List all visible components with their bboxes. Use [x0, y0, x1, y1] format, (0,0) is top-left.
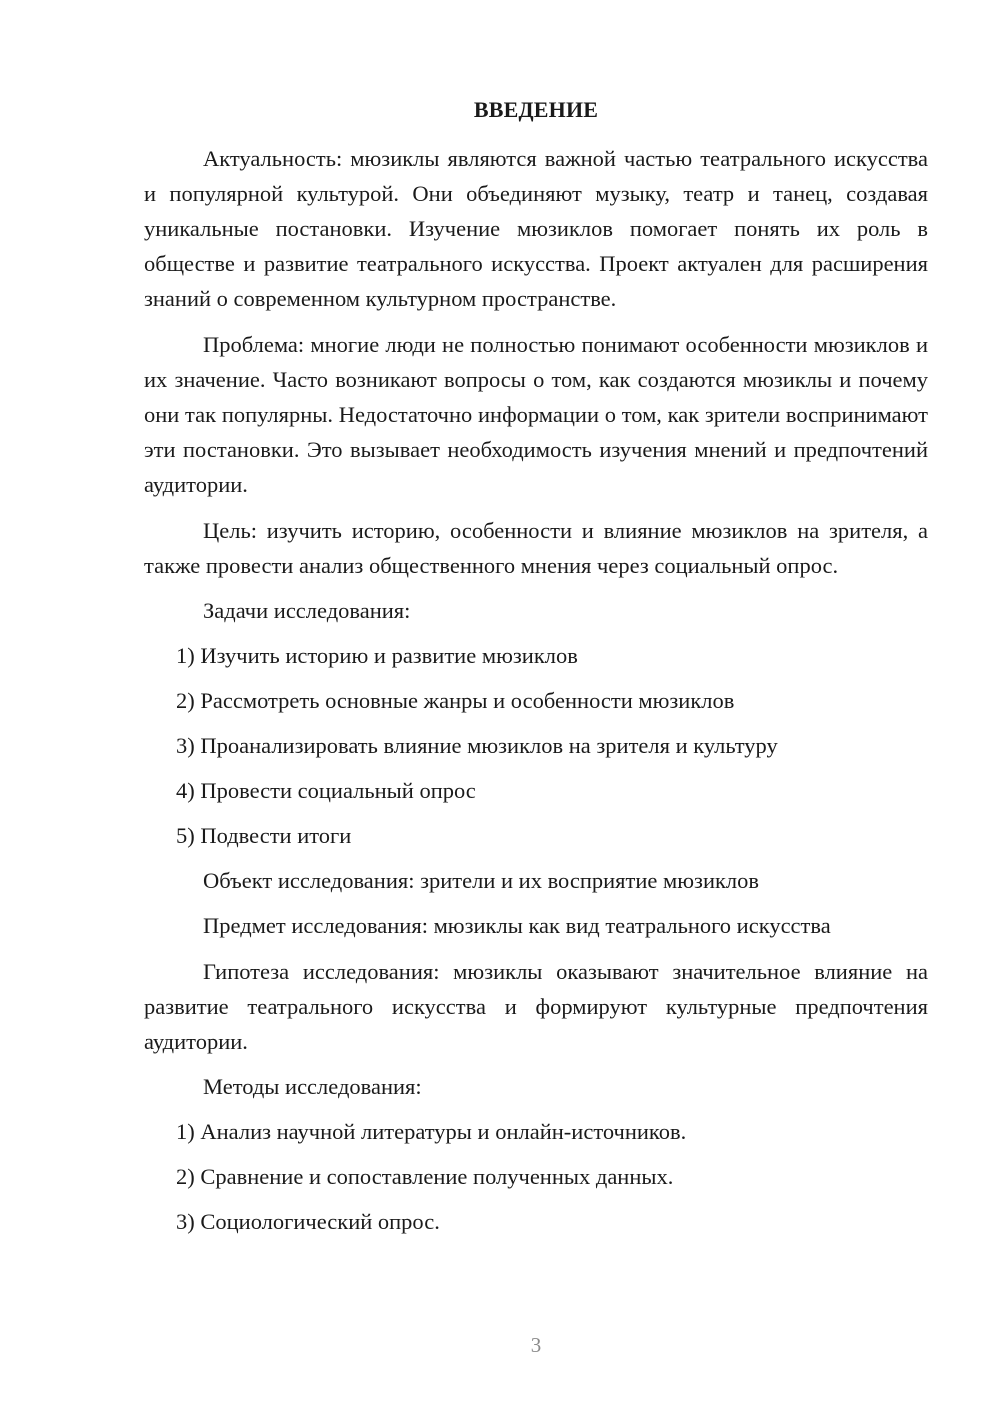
problem-paragraph: Проблема: многие люди не полностью понимают особенности мюзиклов и их значение. Часто возникают вопросы о том, как создаются мюзиклы и почему они так популярны. Недостаточно информации о том, как зрители воспринимают эти постановки. Это вызывает необходимость изучения мнений и предпочтений аудитории. — [144, 332, 928, 497]
page-number: 3 — [530, 1333, 542, 1357]
tasks-list — [144, 638, 928, 853]
hypothesis-paragraph: Гипотеза исследования: мюзиклы оказывают значительное влияние на развитие театрального искусства и формируют культурные предпочтения аудитории. — [144, 959, 928, 1054]
relevance-paragraph: Актуальность: мюзиклы являются важной частью театрального искусства и популярной культурой. Они объединяют музыку, театр и танец, создавая уникальные постановки. Изучение мюзиклов помогает понять их роль в обществе и развитие театрального искусства. Проект актуален для расширения знаний о современном культурном пространстве. — [144, 146, 928, 311]
list-item: 4) Провести социальный опрос — [176, 778, 476, 803]
research-subject: Предмет исследования: мюзиклы как вид театрального искусства — [203, 913, 831, 938]
page-title: ВВЕДЕНИЕ — [473, 97, 599, 122]
methods-list — [144, 1114, 928, 1239]
list-item: 3) Социологический опрос. — [176, 1209, 440, 1234]
page-content — [144, 92, 928, 1239]
tasks-heading: Задачи исследования: — [203, 598, 411, 623]
research-object: Объект исследования: зрители и их восприятие мюзиклов — [203, 868, 760, 893]
list-item: 2) Рассмотреть основные жанры и особенности мюзиклов — [176, 688, 735, 713]
list-item: 1) Изучить историю и развитие мюзиклов — [176, 643, 578, 668]
goal-paragraph: Цель: изучить историю, особенности и влияние мюзиклов на зрителя, а также провести анализ общественного мнения через социальный опрос. — [144, 518, 928, 578]
list-item: 5) Подвести итоги — [176, 823, 352, 848]
list-item: 1) Анализ научной литературы и онлайн-источников. — [176, 1119, 687, 1144]
methods-heading: Методы исследования: — [203, 1074, 422, 1099]
list-item: 3) Проанализировать влияние мюзиклов на зрителя и культуру — [176, 733, 778, 758]
list-item: 2) Сравнение и сопоставление полученных данных. — [176, 1164, 674, 1189]
